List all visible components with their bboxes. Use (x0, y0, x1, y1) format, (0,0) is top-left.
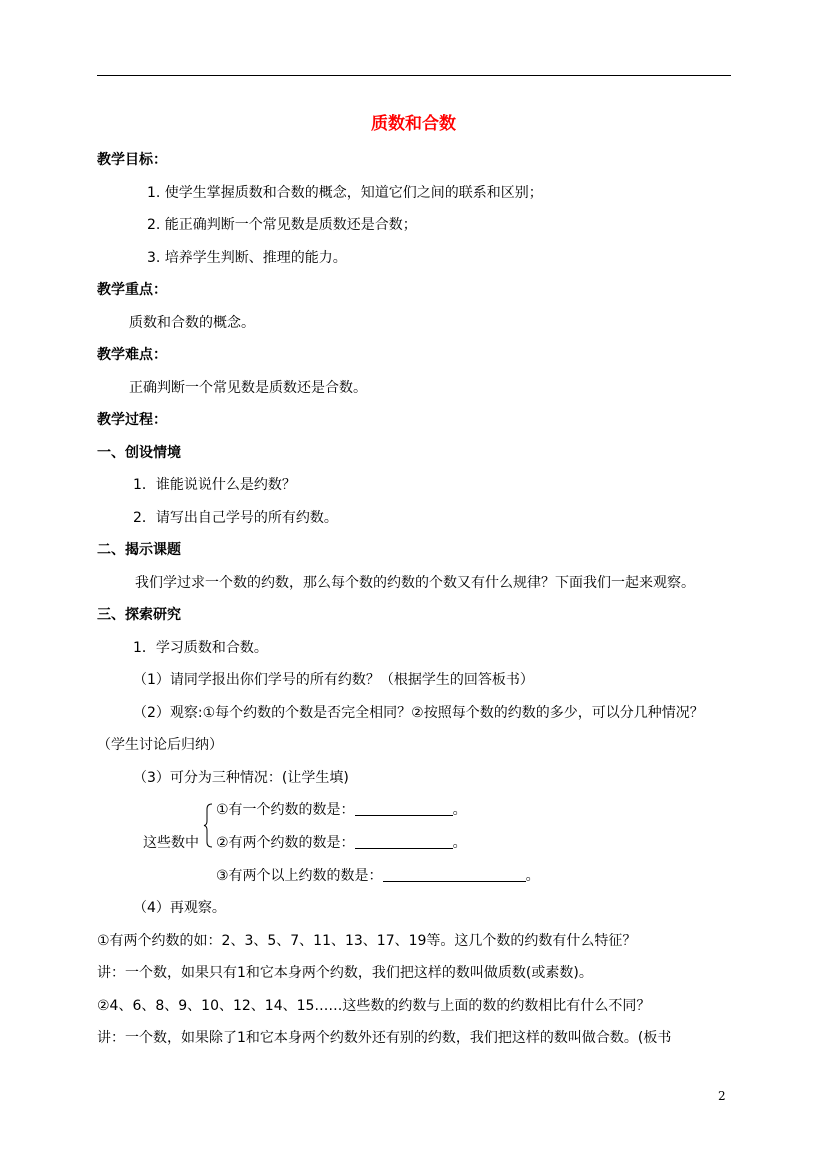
key-point-heading: 教学重点： (97, 282, 167, 298)
header-rule (97, 75, 731, 76)
objectives-heading: 教学目标： (97, 152, 167, 168)
brace-label: 这些数中 (143, 835, 199, 851)
section3-sub1: 1．学习质数和合数。 (133, 640, 268, 656)
explanation-1: 讲：一个数，如果只有1和它本身两个约数，我们把这样的数叫做质数(或素数)。 (97, 965, 593, 981)
answer-blank (355, 801, 453, 816)
section1-item: 1．谁能说说什么是约数？ (133, 477, 296, 493)
section3-heading: 三、探索研究 (97, 607, 181, 623)
case-label: ②有两个约数的数是： (216, 835, 355, 851)
case-period: 。 (452, 802, 467, 818)
observation-1: ①有两个约数的如：2、3、5、7、11、13、17、19等。这几个数的约数有什么特征？ (97, 933, 637, 949)
case-label: ③有两个以上约数的数是： (216, 868, 383, 884)
answer-blank (383, 867, 526, 882)
step4-text: （4）再观察。 (133, 900, 226, 916)
case-line-3 (216, 866, 540, 886)
case-period: 。 (452, 835, 467, 851)
case-label: ①有一个约数的数是： (216, 802, 355, 818)
page-number: 2 (718, 1089, 726, 1103)
step1-text: （1）请同学报出你们学号的所有约数？（根据学生的回答板书） (133, 672, 534, 688)
difficulty-text: 正确判断一个常见数是质数还是合数。 (129, 380, 367, 396)
objective-item: 3. 培养学生判断、推理的能力。 (147, 250, 347, 266)
key-point-text: 质数和合数的概念。 (129, 315, 255, 331)
section2-text: 我们学过求一个数的约数，那么每个数的约数的个数又有什么规律？下面我们一起来观察。 (135, 575, 695, 591)
process-heading: 教学过程： (97, 412, 167, 428)
step3-text: （3）可分为三种情况：(让学生填) (133, 770, 349, 786)
document-title: 质数和合数 (371, 114, 456, 134)
case-line-2 (216, 833, 467, 853)
observation-2: ②4、6、8、9、10、12、14、15……这些数的约数与上面的数的约数相比有什么不同？ (97, 998, 651, 1014)
difficulty-heading: 教学难点： (97, 347, 167, 363)
section2-heading: 二、揭示课题 (97, 542, 181, 558)
curly-brace (203, 803, 213, 848)
case-period: 。 (525, 868, 540, 884)
case-line-1 (216, 800, 467, 820)
step2-note: （学生讨论后归纳） (97, 737, 223, 753)
objective-item: 2. 能正确判断一个常见数是质数还是合数； (147, 217, 417, 233)
answer-blank (355, 834, 453, 849)
explanation-2: 讲：一个数，如果除了1和它本身两个约数外还有别的约数，我们把这样的数叫做合数。(板书 (97, 1030, 672, 1046)
section1-item: 2．请写出自己学号的所有约数。 (133, 510, 338, 526)
section1-heading: 一、创设情境 (97, 445, 181, 461)
step2-text: （2）观察:①每个约数的个数是否完全相同？②按照每个数的约数的多少，可以分几种情况？ (133, 705, 704, 721)
objective-item: 1. 使学生掌握质数和合数的概念，知道它们之间的联系和区别； (147, 185, 543, 201)
